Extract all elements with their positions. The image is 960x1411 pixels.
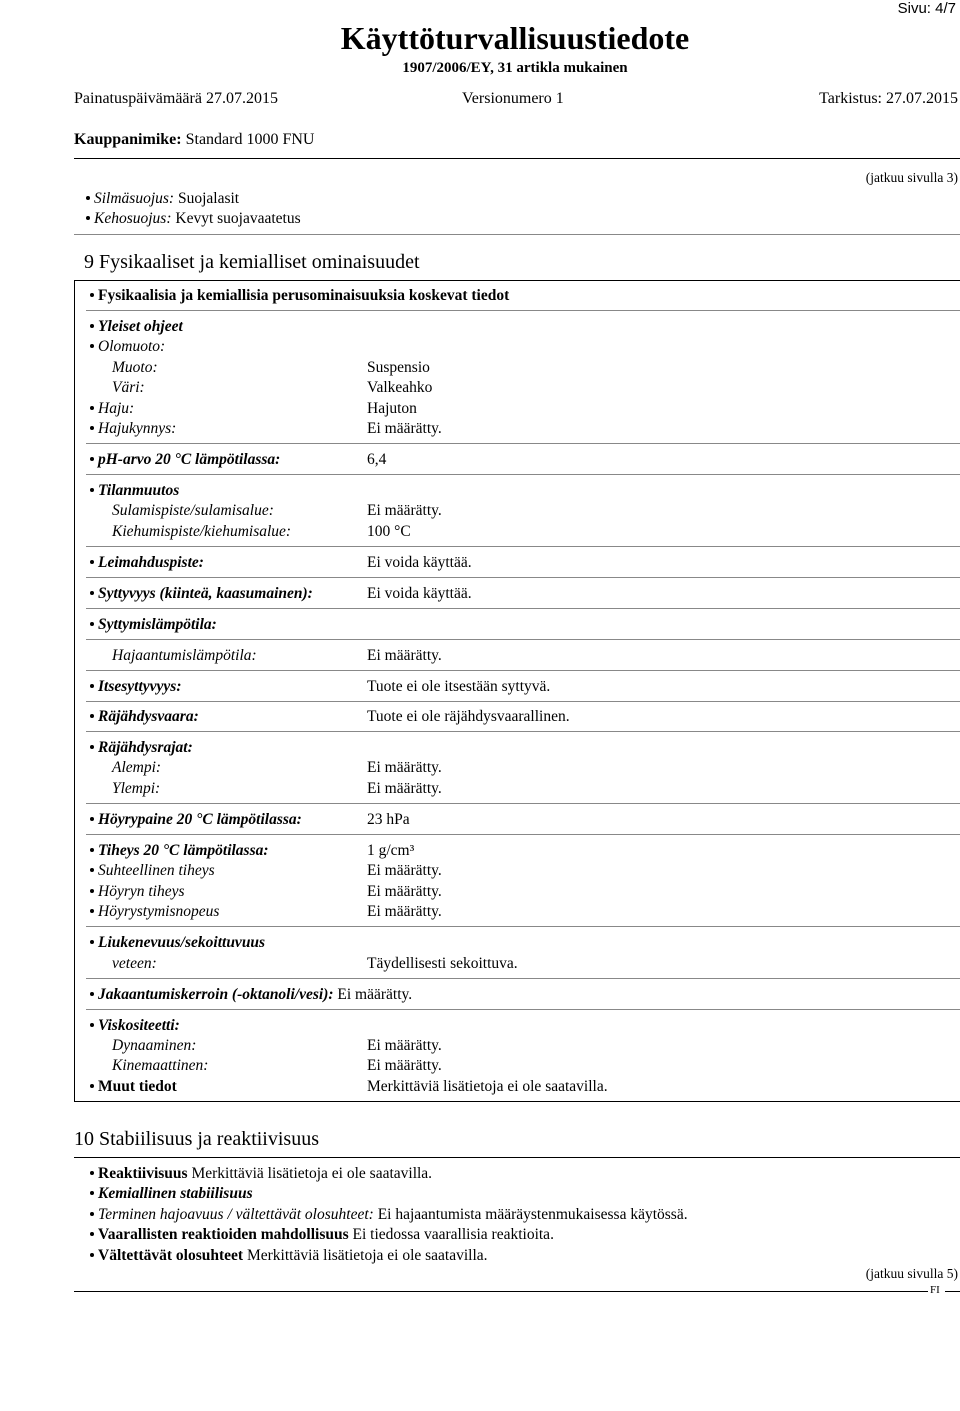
melting-label: Sulamispiste/sulamisalue: xyxy=(112,502,274,519)
odour-label: Haju: xyxy=(90,400,134,418)
density-value: 1 g/cm³ xyxy=(367,842,415,859)
density-label: Tiheys 20 °C lämpötilassa: xyxy=(90,842,269,860)
general-info: Yleiset ohjeet xyxy=(90,318,183,336)
evaporation-value: Ei määrätty. xyxy=(367,903,442,920)
ph-label: pH-arvo 20 °C lämpötilassa: xyxy=(90,451,280,469)
bullet-icon xyxy=(90,488,94,492)
bullet-icon xyxy=(90,1253,94,1257)
solubility-label: Liukenevuus/sekoittuvuus xyxy=(90,934,265,952)
upper-limit-value: Ei määrätty. xyxy=(367,780,442,797)
bullet-icon xyxy=(90,344,94,348)
relative-density-label: Suhteellinen tiheys xyxy=(90,862,215,880)
prev-item-eye-protection: Silmäsuojus: Suojalasit xyxy=(86,190,239,208)
kinematic-value: Ei määrätty. xyxy=(367,1057,442,1074)
section-9-intro: Fysikaalisia ja kemiallisia perusominaisuuksia koskevat tiedot xyxy=(90,287,509,305)
section-9-left-border xyxy=(74,280,75,1102)
flash-point-value: Ei voida käyttää. xyxy=(367,554,472,571)
bullet-icon xyxy=(90,1023,94,1027)
revision-date: Tarkistus: 27.07.2015 xyxy=(819,90,958,107)
color-value: Valkeahko xyxy=(367,379,433,396)
ignition-label: Syttymislämpötila: xyxy=(90,616,217,634)
divider xyxy=(86,926,960,927)
vapour-density-label: Höyryn tiheys xyxy=(90,883,185,901)
ph-value: 6,4 xyxy=(367,451,387,468)
bullet-icon xyxy=(90,560,94,564)
reactivity: Reaktiivisuus Merkittäviä lisätietoja ei ole saatavilla. xyxy=(90,1165,432,1183)
partition-label: Jakaantumiskerroin (-oktanoli/vesi): xyxy=(98,986,334,1003)
vapour-pressure-value: 23 hPa xyxy=(367,811,410,828)
header-rule xyxy=(74,158,960,159)
bullet-icon xyxy=(90,848,94,852)
section-9-top-rule xyxy=(74,280,960,281)
divider xyxy=(86,670,960,671)
divider xyxy=(86,1009,960,1010)
chemical-stability: Kemiallinen stabiilisuus xyxy=(90,1185,253,1203)
dynamic-label: Dynaaminen: xyxy=(112,1037,197,1054)
conditions-to-avoid: Vältettävät olosuhteet Merkittäviä lisätietoja ei ole saatavilla. xyxy=(90,1247,488,1265)
lower-limit-value: Ei määrätty. xyxy=(367,759,442,776)
bullet-icon xyxy=(90,992,94,996)
self-ignition-value: Tuote ei ole itsestään syttyvä. xyxy=(367,678,551,695)
form-value: Suspensio xyxy=(367,359,430,376)
other-info-label: Muut tiedot xyxy=(90,1078,177,1096)
bullet-icon xyxy=(86,196,90,200)
boiling-label: Kiehumispiste/kiehumisalue: xyxy=(112,523,292,540)
bullet-icon xyxy=(90,622,94,626)
page-number: Sivu: 4/7 xyxy=(897,0,956,17)
continued-to: (jatkuu sivulla 5) xyxy=(865,1266,958,1281)
relative-density-value: Ei määrätty. xyxy=(367,862,442,879)
partition-coefficient xyxy=(90,986,412,1004)
vapour-density-value: Ei määrätty. xyxy=(367,883,442,900)
language-code: FI xyxy=(930,1284,940,1296)
lower-limit-label: Alempi: xyxy=(112,759,162,776)
divider xyxy=(86,577,960,578)
decomposition-value: Ei määrätty. xyxy=(367,647,442,664)
explosion-label: Räjähdysvaara: xyxy=(90,708,199,726)
divider xyxy=(86,443,960,444)
boiling-value: 100 °C xyxy=(367,523,411,540)
intro-divider xyxy=(86,310,960,311)
odour-threshold-value: Ei määrätty. xyxy=(367,420,442,437)
bullet-icon xyxy=(90,817,94,821)
flammability-label: Syttyvyys (kiinteä, kaasumainen): xyxy=(90,585,313,603)
divider xyxy=(86,834,960,835)
decomposition-label: Hajaantumislämpötila: xyxy=(112,647,257,664)
dynamic-value: Ei määrätty. xyxy=(367,1037,442,1054)
prev-item-body-protection: Kehosuojus: Kevyt suojavaatetus xyxy=(86,210,301,228)
bullet-icon xyxy=(90,406,94,410)
trade-name-value: Standard 1000 FNU xyxy=(185,131,315,148)
section-10-title: 10 Stabiilisuus ja reaktiivisuus xyxy=(74,1128,319,1150)
bullet-icon xyxy=(90,684,94,688)
thermal-decomposition: Terminen hajoavuus / vältettävät olosuhteet: Ei hajaantumista määräystenmukaisessa käytössä. xyxy=(90,1206,688,1224)
bullet-icon xyxy=(90,1191,94,1195)
footer-rule-right xyxy=(945,1291,960,1292)
bullet-icon xyxy=(90,889,94,893)
divider xyxy=(86,546,960,547)
melting-value: Ei määrätty. xyxy=(367,502,442,519)
form-label: Muoto: xyxy=(112,359,158,376)
bullet-icon xyxy=(90,426,94,430)
bullet-icon xyxy=(90,324,94,328)
odour-threshold-label: Hajukynnys: xyxy=(90,420,176,438)
section-divider xyxy=(74,234,960,235)
water-value: Täydellisesti sekoittuva. xyxy=(367,955,518,972)
other-info-value: Merkittäviä lisätietoja ei ole saatavilla. xyxy=(367,1078,608,1095)
kinematic-label: Kinemaattinen: xyxy=(112,1057,209,1074)
document-subtitle: 1907/2006/EY, 31 artikla mukainen xyxy=(402,60,628,76)
continued-from: (jatkuu sivulla 3) xyxy=(865,170,958,185)
evaporation-label: Höyrystymisnopeus xyxy=(90,903,219,921)
print-date: Painatuspäivämäärä 27.07.2015 xyxy=(74,90,278,107)
bullet-icon xyxy=(90,293,94,297)
divider xyxy=(86,701,960,702)
viscosity-label: Viskositeetti: xyxy=(90,1017,180,1035)
divider xyxy=(86,474,960,475)
bullet-icon xyxy=(90,909,94,913)
bullet-icon xyxy=(90,714,94,718)
hazardous-reactions: Vaarallisten reaktioiden mahdollisuus Ei tiedossa vaarallisia reaktioita. xyxy=(90,1226,554,1244)
explosion-value: Tuote ei ole räjähdysvaarallinen. xyxy=(367,708,570,725)
divider xyxy=(86,639,960,640)
flammability-value: Ei voida käyttää. xyxy=(367,585,472,602)
bullet-icon xyxy=(90,1212,94,1216)
vapour-pressure-label: Höyrypaine 20 °C lämpötilassa: xyxy=(90,811,302,829)
state-change-label: Tilanmuutos xyxy=(90,482,179,500)
bullet-icon xyxy=(90,1171,94,1175)
version-number: Versionumero 1 xyxy=(462,90,564,107)
bullet-icon xyxy=(90,868,94,872)
section-9-bottom-rule xyxy=(74,1101,960,1102)
odour-value: Hajuton xyxy=(367,400,417,417)
water-label: veteen: xyxy=(112,955,157,972)
footer-rule-left xyxy=(74,1291,928,1292)
document-title: Käyttöturvallisuustiedote xyxy=(340,20,690,56)
self-ignition-label: Itsesyttyvyys: xyxy=(90,678,182,696)
bullet-icon xyxy=(90,745,94,749)
bullet-icon xyxy=(90,457,94,461)
divider xyxy=(86,608,960,609)
color-label: Väri: xyxy=(112,379,145,396)
upper-limit-label: Ylempi: xyxy=(112,780,161,797)
section-10-top-rule xyxy=(74,1157,960,1158)
bullet-icon xyxy=(90,1232,94,1236)
section-9-title: 9 Fysikaaliset ja kemialliset ominaisuudet xyxy=(84,251,420,273)
bullet-icon xyxy=(90,591,94,595)
divider xyxy=(86,803,960,804)
appearance-label: Olomuoto: xyxy=(90,338,165,356)
explosion-limits-label: Räjähdysrajat: xyxy=(90,739,193,757)
trade-name-label: Kauppanimike: xyxy=(74,131,182,148)
partition-value: Ei määrätty. xyxy=(337,986,413,1003)
divider xyxy=(86,731,960,732)
divider xyxy=(86,978,960,979)
bullet-icon xyxy=(86,216,90,220)
flash-point-label: Leimahduspiste: xyxy=(90,554,204,572)
bullet-icon xyxy=(90,940,94,944)
trade-name xyxy=(74,131,314,149)
bullet-icon xyxy=(90,1084,94,1088)
